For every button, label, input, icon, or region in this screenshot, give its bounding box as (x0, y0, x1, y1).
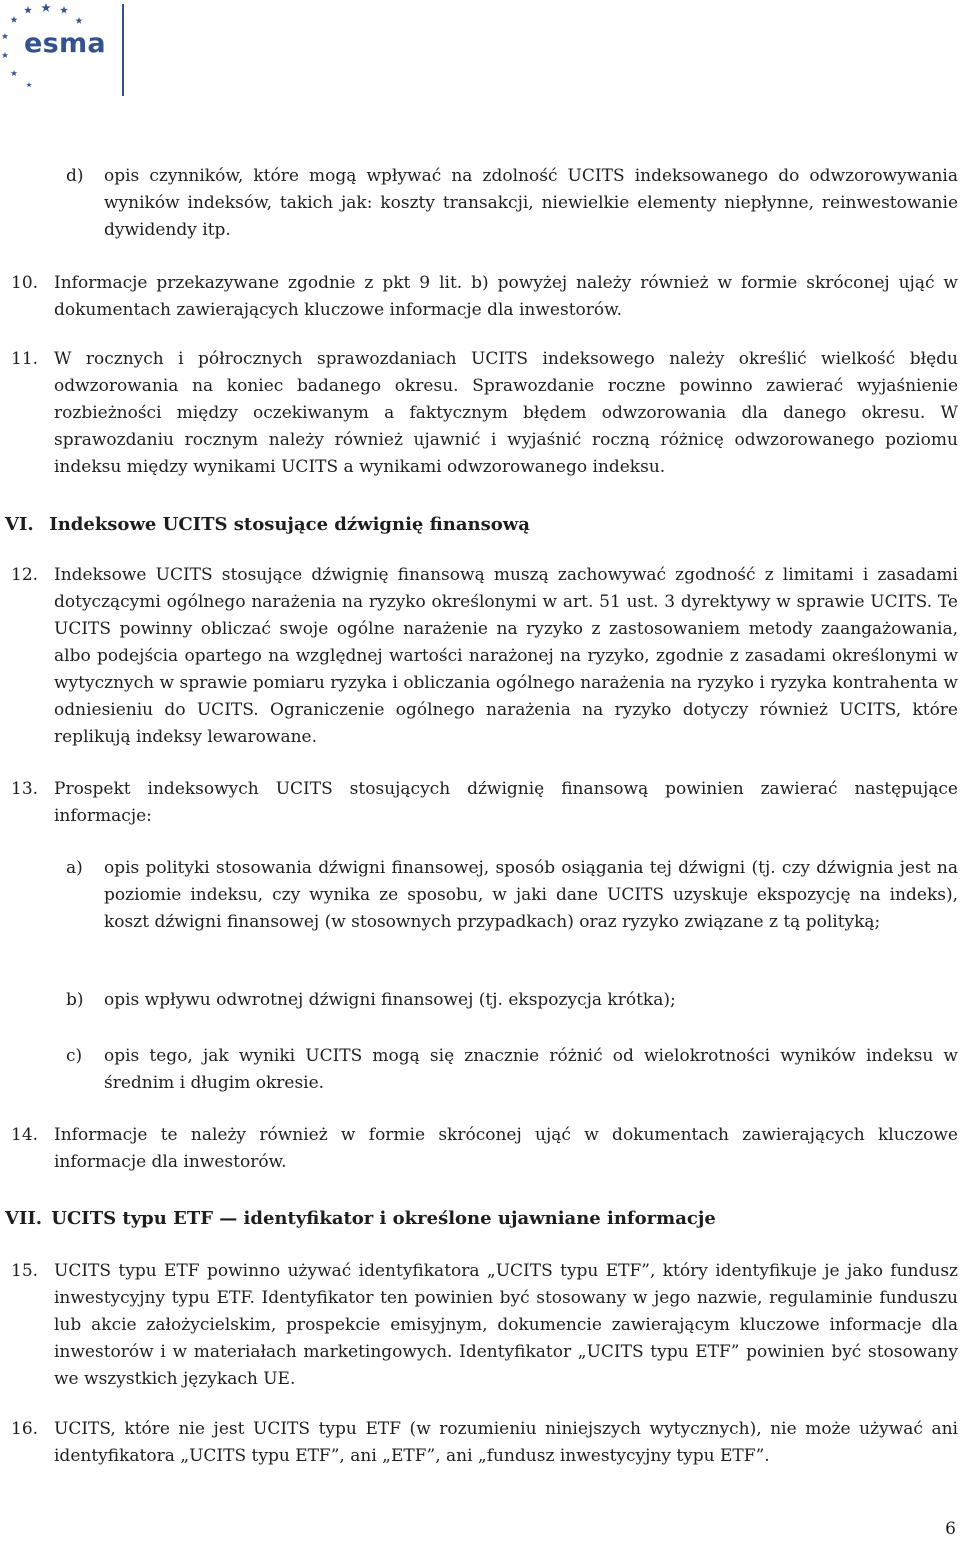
paragraph-13 (11, 776, 958, 830)
paragraph-text: Prospekt indeksowych UCITS stosujących dźwignię finansową powinien zawierać następujące informacje: (54, 779, 958, 826)
paragraph-text: UCITS typu ETF powinno używać identyfikatora „UCITS typu ETF”, który identyfikuje je jako fundusz inwestycyjny typu ETF. Identyfikator ten powinien być stosowany w jego nazwie, regulaminie funduszu lub akcie założycielskim, prospekcie emisyjnym, dokumencie zawierającym kluczowe informacje dla inwestorów i w materiałach marketingowych. Identyfikator „UCITS typu ETF” powinien być stosowany we wszystkich językach UE. (54, 1261, 958, 1389)
paragraph-11 (11, 346, 958, 481)
list-item-d (66, 163, 958, 244)
list-text: opis wpływu odwrotnej dźwigni finansowej (tj. ekspozycja krótka); (104, 990, 676, 1010)
paragraph-number: 12. (11, 565, 39, 585)
paragraph-16 (11, 1416, 958, 1470)
list-item-a (66, 855, 958, 936)
list-text: opis tego, jak wyniki UCITS mogą się znacznie różnić od wielokrotności wyników indeksu w średnim i długim okresie. (104, 1046, 958, 1093)
logo-wordmark: esma (24, 28, 106, 59)
paragraph-text: Informacje te należy również w formie skróconej ująć w dokumentach zawierających kluczowe informacje dla inwestorów. (54, 1125, 958, 1172)
paragraph-15 (11, 1258, 958, 1393)
list-text: opis polityki stosowania dźwigni finansowej, sposób osiągania tej dźwigni (tj. czy dźwignia jest na poziomie indeksu, czy wynika ze sposobu, w jaki dane UCITS uzyskuje ekspozycję na indeks), koszt dźwigni finansowej (w stosownych przypadkach) oraz ryzyko związane z tą polityką; (104, 858, 958, 932)
paragraph-10 (11, 270, 958, 324)
paragraph-number: 14. (11, 1125, 39, 1145)
paragraph-number: 13. (11, 779, 39, 799)
list-label: a) (66, 858, 83, 878)
section-number: VII. (5, 1208, 43, 1229)
section-heading-vii (5, 1205, 716, 1232)
list-label: c) (66, 1046, 83, 1066)
paragraph-text: UCITS, które nie jest UCITS typu ETF (w rozumieniu niniejszych wytycznych), nie może używać ani identyfikatora „UCITS typu ETF”, ani „ETF”, ani „fundusz inwestycyjny typu ETF”. (54, 1419, 958, 1466)
section-number: VI. (5, 514, 34, 535)
paragraph-text: Informacje przekazywane zgodnie z pkt 9 lit. b) powyżej należy również w formie skróconej ująć w dokumentach zawierających kluczowe informacje dla inwestorów. (54, 273, 958, 320)
paragraph-12 (11, 562, 958, 751)
paragraph-14 (11, 1122, 958, 1176)
section-heading-vi (5, 511, 530, 538)
list-text: opis czynników, które mogą wpływać na zdolność UCITS indeksowanego do odwzorowywania wyników indeksów, takich jak: koszty transakcji, niewielkie elementy niepłynne, reinwestowanie dywidendy itp. (104, 166, 958, 240)
list-label: d) (66, 166, 84, 186)
logo-divider (122, 4, 124, 96)
paragraph-text: Indeksowe UCITS stosujące dźwignię finansową muszą zachowywać zgodność z limitami i zasadami dotyczącymi ogólnego narażenia na ryzyko określonymi w art. 51 ust. 3 dyrektywy w sprawie UCITS. Te UCITS powinny obliczać swoje ogólne narażenie na ryzyko z zastosowaniem metody zaangażowania, albo podejścia opartego na względnej wartości narażonej na ryzyko, zgodnie z zasadami określonymi w wytycznych w sprawie pomiaru ryzyka i obliczania ogólnego narażenia na ryzyko i ryzyka kontrahenta w odniesieniu do UCITS. Ograniczenie ogólnego narażenia na ryzyko dotyczy również UCITS, które replikują indeksy lewarowane. (54, 565, 958, 747)
list-item-b (66, 987, 958, 1014)
paragraph-text: W rocznych i półrocznych sprawozdaniach UCITS indeksowego należy określić wielkość błędu odwzorowania na koniec badanego okresu. Sprawozdanie roczne powinno zawierać wyjaśnienie rozbieżności między oczekiwanym a faktycznym błędem odwzorowania dla danego okresu. W sprawozdaniu rocznym należy również ujawnić i wyjaśnić roczną różnicę odwzorowanego poziomu indeksu między wynikami UCITS a wynikami odwzorowanego indeksu. (54, 349, 958, 477)
paragraph-number: 15. (11, 1261, 39, 1281)
list-item-c (66, 1043, 958, 1097)
paragraph-number: 11. (11, 349, 39, 369)
list-label: b) (66, 990, 84, 1010)
paragraph-number: 10. (11, 273, 39, 293)
paragraph-number: 16. (11, 1419, 39, 1439)
section-title: UCITS typu ETF — identyfikator i określone ujawniane informacje (51, 1208, 716, 1229)
page-number: 6 (945, 1519, 956, 1539)
section-title: Indeksowe UCITS stosujące dźwignię finansową (49, 514, 530, 535)
esma-logo (0, 0, 130, 100)
